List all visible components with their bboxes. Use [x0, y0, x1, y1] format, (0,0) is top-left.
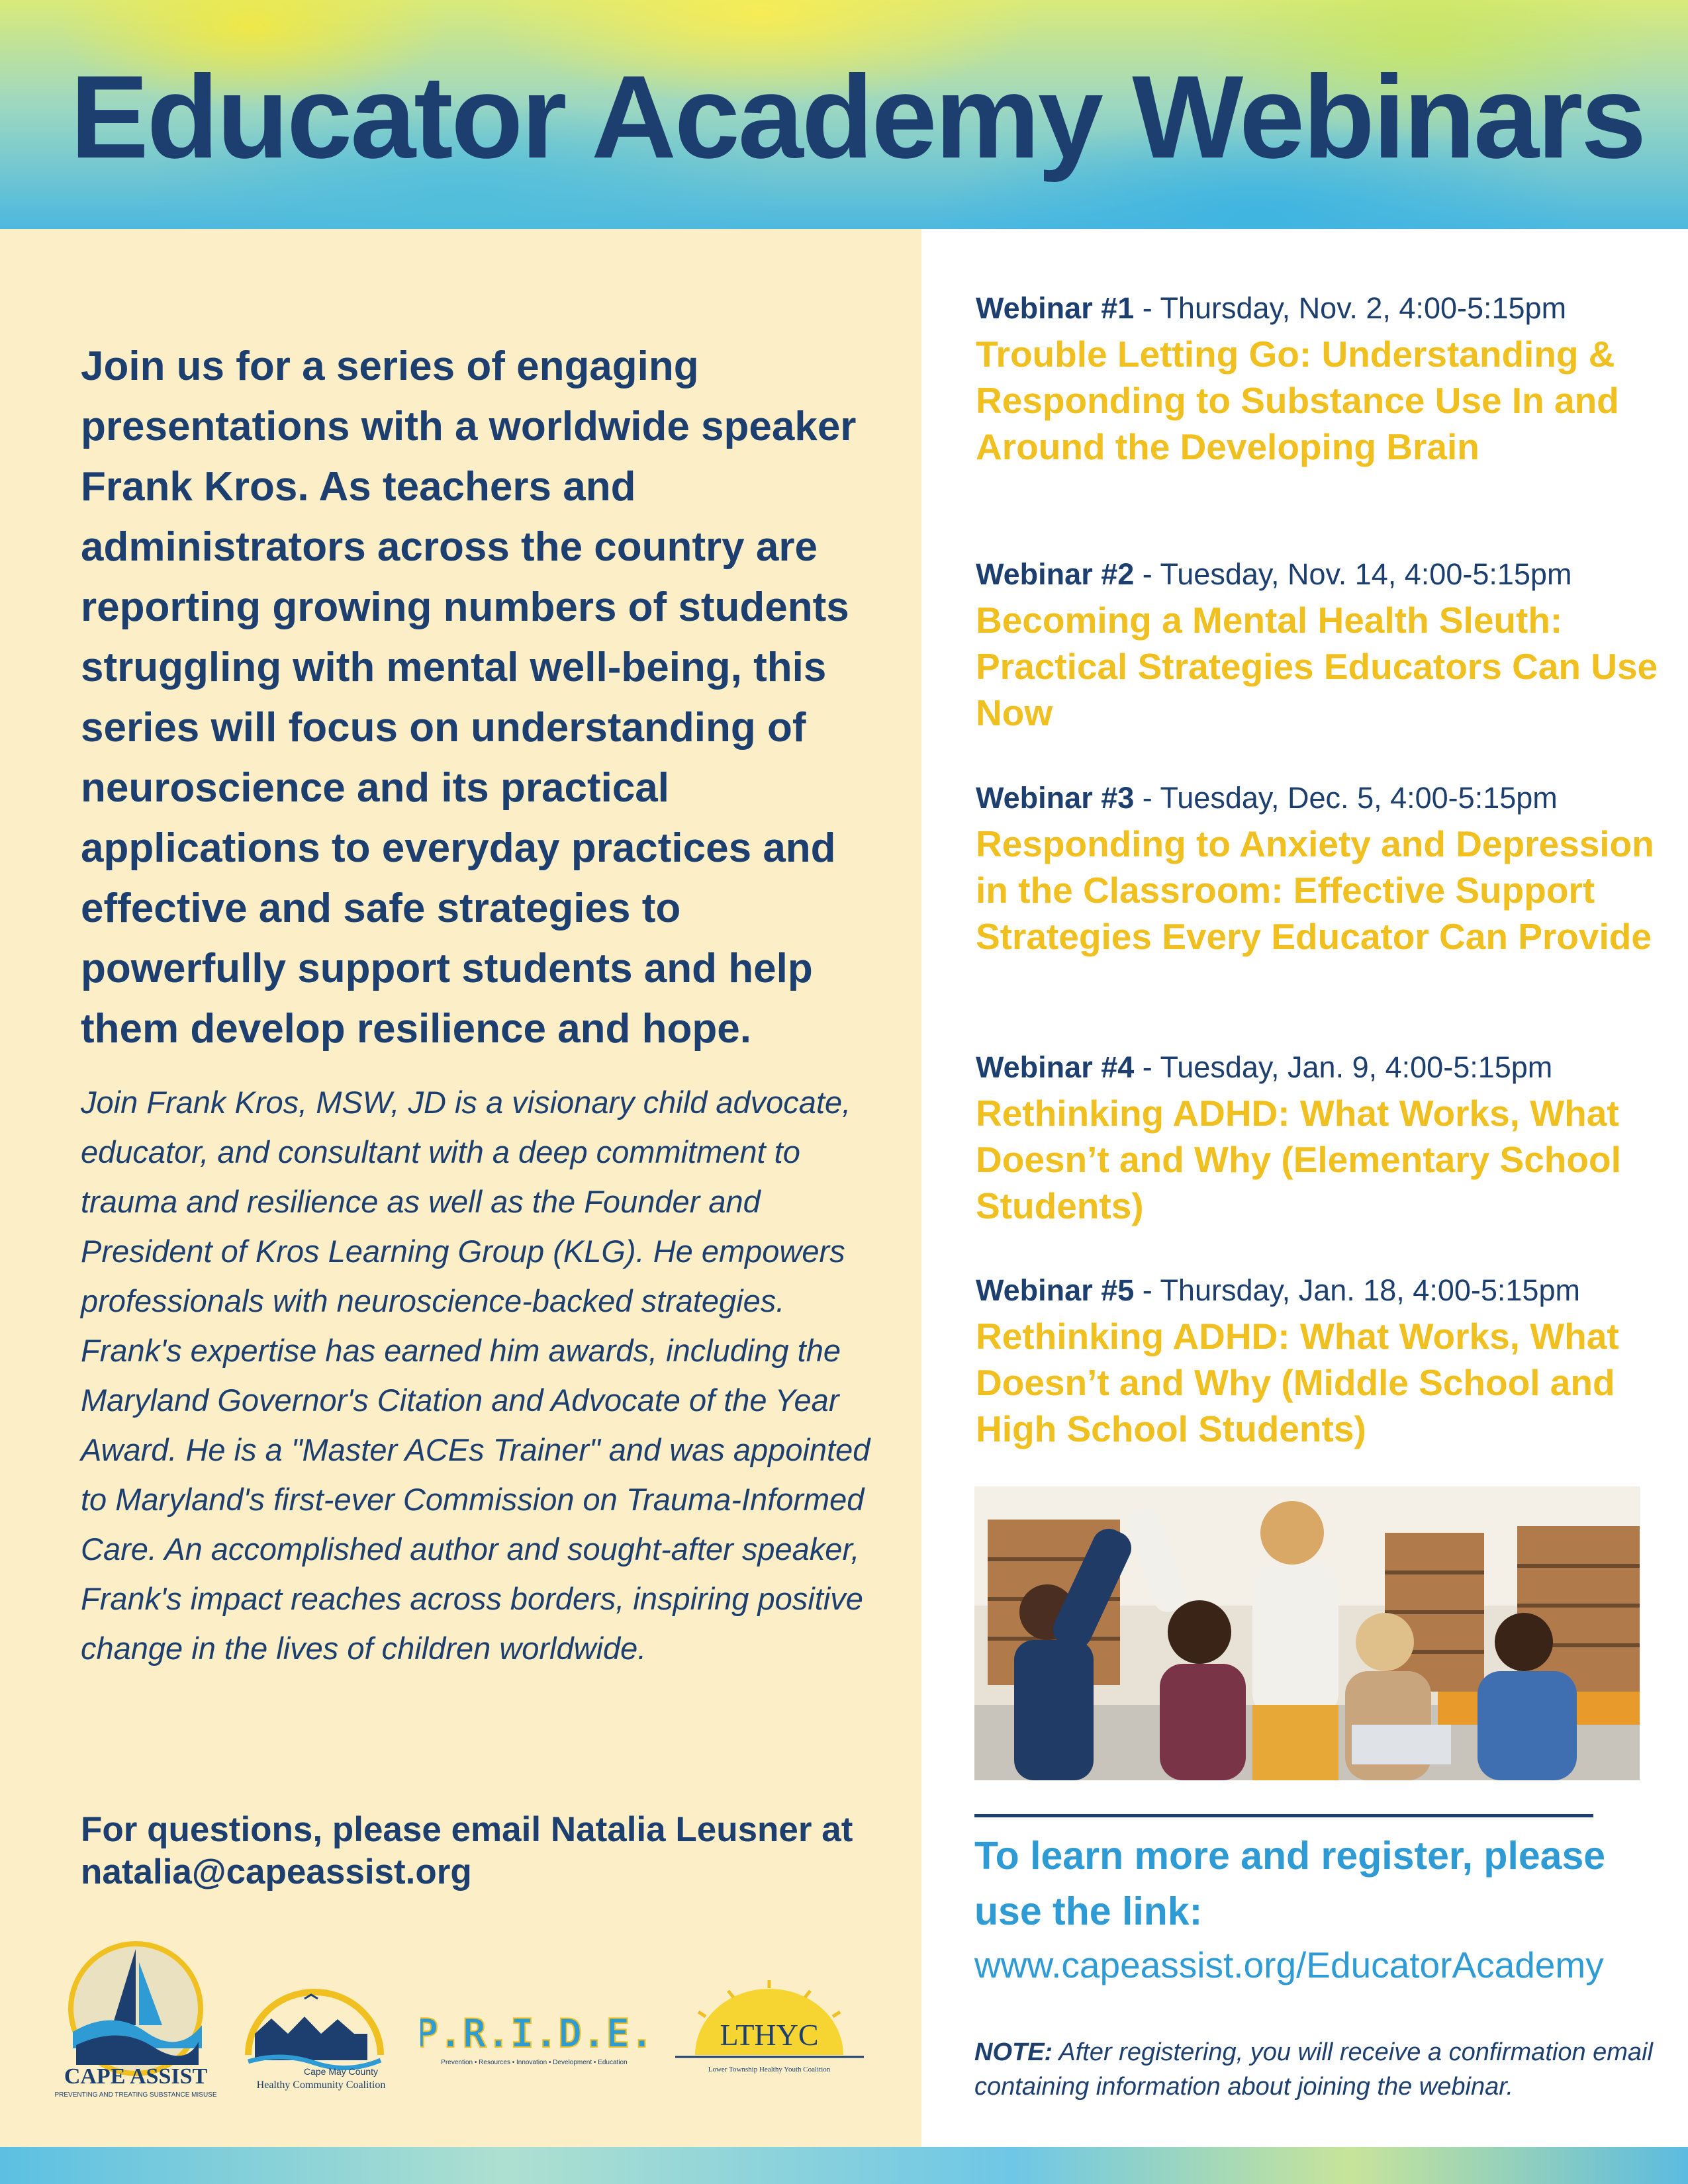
webinar-title: Rethinking ADHD: What Works, What Doesn’t and Why (Middle School and High School Students)	[976, 1316, 1619, 1449]
webinar-number: Webinar #2	[976, 557, 1135, 591]
webinar-5	[976, 1272, 1671, 1452]
webinar-number: Webinar #4	[976, 1050, 1135, 1084]
register-heading: To learn more and register, please use the link:	[974, 1834, 1606, 1933]
cape-assist-tagline: PREVENTING AND TREATING SUBSTANCE MISUSE	[54, 2091, 217, 2099]
webinar-1	[976, 290, 1671, 470]
divider-line	[974, 1814, 1593, 1817]
register-link[interactable]: www.capeassist.org/EducatorAcademy	[974, 1944, 1604, 1985]
speaker-bio: Join Frank Kros, MSW, JD is a visionary child advocate, educator, and consultant with a deep commitment to trauma and resilience as well as the Founder and President of Kros Learning Group (KLG). He empowers professionals with neuroscience-backed strategies. Frank's expertise has earned him awards, including the Maryland Governor's Citation and Advocate of the Year Award. He is a "Master ACEs Trainer" and was appointed to Maryland's first-ever Commission on Trauma-Informed Care. An accomplished author and sought-after speaker, Frank's impact reaches across borders, inspiring positive change in the lives of children worldwide.	[81, 1085, 870, 1666]
pride-name: P.R.I.D.E.	[420, 2011, 649, 2057]
page-title: Educator Academy Webinars	[70, 51, 1645, 183]
contact-questions: For questions, please email Natalia Leusner at natalia@capeassist.org	[81, 1810, 853, 1891]
lthyc-logo	[669, 1979, 870, 2085]
note-text: After registering, you will receive a confirmation email containing information about joining the webinar.	[974, 2038, 1653, 2101]
webinar-4	[976, 1049, 1671, 1229]
webinar-schedule: - Thursday, Jan. 18, 4:00-5:15pm	[1134, 1273, 1580, 1307]
cape-assist-name: CAPE ASSIST	[64, 2064, 208, 2089]
note-label: NOTE:	[974, 2038, 1053, 2066]
lthyc-name: LTHYC	[720, 2018, 819, 2052]
webinar-title: Responding to Anxiety and Depression in the Classroom: Effective Support Strategies Every Educator Can Provide	[976, 823, 1654, 957]
webinar-title: Trouble Letting Go: Understanding & Responding to Substance Use In and Around the Developing Brain	[976, 334, 1619, 467]
cape-may-line2: Healthy Community Coalition	[256, 2079, 386, 2091]
footer-strip	[0, 2147, 1688, 2184]
webinar-title: Becoming a Mental Health Sleuth: Practical Strategies Educators Can Use Now	[976, 600, 1658, 733]
webinar-schedule: - Tuesday, Dec. 5, 4:00-5:15pm	[1134, 781, 1558, 815]
pride-tagline: Prevention • Resources • Innovation • Development • Education	[441, 2059, 628, 2066]
webinar-number: Webinar #1	[976, 291, 1135, 325]
webinar-schedule: - Thursday, Nov. 2, 4:00-5:15pm	[1134, 291, 1567, 325]
webinar-schedule: - Tuesday, Jan. 9, 4:00-5:15pm	[1134, 1050, 1553, 1084]
header-banner	[0, 0, 1688, 229]
webinar-schedule: - Tuesday, Nov. 14, 4:00-5:15pm	[1134, 557, 1572, 591]
educators-photo	[974, 1486, 1640, 1780]
webinar-2	[976, 556, 1671, 736]
webinar-number: Webinar #5	[976, 1273, 1135, 1307]
webinar-title: Rethinking ADHD: What Works, What Doesn’t and Why (Elementary School Students)	[976, 1093, 1621, 1226]
cape-may-line1: Cape May County	[303, 2066, 379, 2077]
intro-paragraph: Join us for a series of engaging presentations with a worldwide speaker Frank Kros. As teachers and administrators across the country are reporting growing numbers of students struggling with mental well-being, this series will focus on understanding of neuroscience and its practical applications to everyday practices and effective and safe strategies to powerfully support students and help them develop resilience and hope.	[81, 343, 857, 1052]
webinar-number: Webinar #3	[976, 781, 1135, 815]
cape-assist-logo	[53, 1933, 218, 2105]
registration-note	[974, 2035, 1669, 2104]
cape-may-coalition-logo	[242, 1982, 387, 2095]
pride-logo	[420, 2009, 649, 2075]
webinar-3	[976, 780, 1671, 960]
lthyc-tagline: Lower Township Healthy Youth Coalition	[708, 2066, 831, 2073]
